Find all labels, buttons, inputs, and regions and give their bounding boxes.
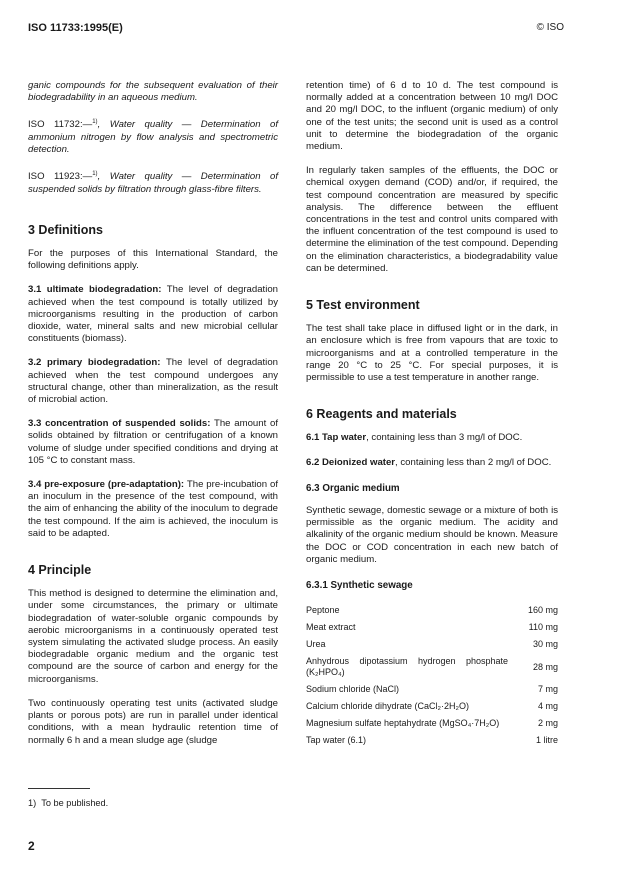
reference-iso-11923 bbox=[28, 168, 278, 196]
section-5-heading: 5 Test environment bbox=[306, 298, 420, 313]
standard-designation: ISO 11733:1995(E) bbox=[28, 22, 123, 34]
ingredient-name: Sodium chloride (NaCl) bbox=[306, 684, 400, 695]
definitions-intro: For the purposes of this International Standard, the following definitions apply. bbox=[28, 248, 278, 272]
ingredient-name: Meat extract bbox=[306, 622, 356, 633]
table-row bbox=[306, 602, 558, 619]
ingredient-name: Tap water (6.1) bbox=[306, 735, 367, 746]
definition-text: The pre-incubation of an inoculum in the presence of the test compound, with the aim of enhancing the ability of the inoculum to degrade the test compound. If the aim is achieved, the inoculum is said to be adapted. bbox=[28, 479, 278, 539]
reagent-6-2 bbox=[306, 457, 558, 469]
table-row bbox=[306, 732, 558, 749]
ingredient-amount: 30 mg bbox=[532, 639, 558, 650]
reagent-text: , containing less than 3 mg/l of DOC. bbox=[366, 432, 523, 444]
definition-term: 3.3 concentration of suspended solids: bbox=[28, 418, 211, 430]
reference-continuation: ganic compounds for the subsequent evaluation of their biodegradability in an aqueous medium. bbox=[28, 80, 278, 104]
reagent-text: , containing less than 2 mg/l of DOC. bbox=[395, 456, 552, 468]
section-4-heading: 4 Principle bbox=[28, 563, 92, 578]
ref-number: ISO 11923:— bbox=[28, 171, 93, 183]
reagent-term: 6.2 Deionized water bbox=[306, 456, 396, 468]
ingredient-amount: 4 mg bbox=[537, 701, 558, 712]
principle-paragraph-4: In regularly taken samples of the effluents, the DOC or chemical oxygen demand (COD) and/or, if required, the test compound concentration are measured by specific analysis. The difference between the effluent concentrations in the test and control units compared with the influent concentration of the test compound is used to determine the elimination of the test compound. Depending on the elimination characteristics, a biodegradability value can be determined. bbox=[306, 165, 558, 274]
definition-text: The level of degradation achieved when the test compound undergoes any structural change, other than mineralization, as the result of microbial action. bbox=[28, 357, 278, 406]
ingredient-amount: 2 mg bbox=[537, 718, 558, 729]
section-6-heading: 6 Reagents and materials bbox=[306, 407, 457, 422]
ref-footnote-mark: 1) bbox=[92, 119, 98, 126]
ingredient-amount: 7 mg bbox=[537, 684, 558, 695]
reference-iso-11732 bbox=[28, 116, 278, 156]
footnote bbox=[28, 798, 108, 808]
definition-3-3 bbox=[28, 418, 278, 467]
test-environment-text: The test shall take place in diffused light or in the dark, in an enclosure which is free from vapours that are toxic to microorganisms and at a controlled temperature in the range 20 °C to 25 °C. For special purposes, it is permissible to use a test temperature in another range. bbox=[306, 323, 558, 384]
definition-term: 3.4 pre-exposure (pre-adaptation): bbox=[28, 479, 185, 491]
table-row bbox=[306, 715, 558, 732]
ingredient-amount: 1 litre bbox=[535, 735, 558, 746]
ingredient-name: Urea bbox=[306, 639, 326, 650]
ingredient-name: Peptone bbox=[306, 605, 340, 616]
ingredient-name: Calcium chloride dihydrate (CaCl₂·2H₂O) bbox=[306, 701, 470, 712]
table-row bbox=[306, 619, 558, 636]
footnote-rule bbox=[28, 788, 90, 789]
definition-term: 3.1 ultimate biodegradation: bbox=[28, 284, 162, 296]
table-row bbox=[306, 681, 558, 698]
table-row bbox=[306, 698, 558, 715]
ref-footnote-mark: 1) bbox=[92, 171, 98, 178]
synthetic-sewage-table bbox=[306, 602, 558, 749]
ingredient-amount: 28 mg bbox=[532, 661, 558, 672]
left-column bbox=[28, 80, 278, 759]
ingredient-name: Anhydrous dipotassium hydrogen phosphate (K₂HPO₄) bbox=[306, 656, 508, 678]
page-number: 2 bbox=[28, 839, 35, 853]
footnote-text: To be published. bbox=[41, 798, 109, 808]
table-row bbox=[306, 653, 558, 681]
ref-number: ISO 11732:— bbox=[28, 119, 93, 131]
ingredient-amount: 160 mg bbox=[527, 605, 558, 616]
table-row bbox=[306, 636, 558, 653]
reagent-term: 6.1 Tap water bbox=[306, 432, 367, 444]
ref-title: , Water quality — Determination of ammonium nitrogen by flow analysis and spectrometric detection. bbox=[28, 119, 278, 155]
definition-text: The amount of solids obtained by filtration or centrifugation of a known volume of sludge under specified conditions and drying at 105 °C to constant mass. bbox=[28, 418, 278, 466]
definition-3-4 bbox=[28, 479, 278, 540]
reagent-6-1 bbox=[306, 432, 558, 444]
copyright-mark: © ISO bbox=[536, 22, 564, 33]
ref-title: , Water quality — Determination of suspended solids by filtration through glass-fibre filters. bbox=[28, 171, 278, 195]
ingredient-amount: 110 mg bbox=[528, 622, 558, 633]
organic-medium-text: Synthetic sewage, domestic sewage or a mixture of both is permissible as the organic medium. The acidity and alkalinity of the organic medium should be known. Measure the DOC or COD concentration in each new batch of organic medium. bbox=[306, 505, 558, 565]
definition-text: The level of degradation achieved when the test compound is totally utilized by microorganisms resulting in the production of carbon dioxide, water, mineral salts and new microbial cellular constituents (biomass). bbox=[28, 284, 278, 345]
definition-term: 3.2 primary biodegradation: bbox=[28, 357, 161, 369]
subsection-6-3-heading: 6.3 Organic medium bbox=[306, 482, 400, 494]
subsection-6-3-1-heading: 6.3.1 Synthetic sewage bbox=[306, 580, 413, 592]
right-column bbox=[306, 80, 558, 749]
footnote-mark: 1) bbox=[28, 798, 37, 808]
section-3-heading: 3 Definitions bbox=[28, 222, 104, 237]
definition-3-1 bbox=[28, 284, 278, 345]
principle-paragraph-2: Two continuously operating test units (activated sludge plants or porous pots) are run in parallel under identical conditions, with a mean hydraulic retention time of normally 6 h and a mean sludge age (sludge bbox=[28, 697, 278, 746]
definition-3-2 bbox=[28, 357, 278, 406]
ingredient-name: Magnesium sulfate heptahydrate (MgSO₄·7H₂O) bbox=[306, 718, 500, 729]
principle-paragraph-3: retention time) of 6 d to 10 d. The test compound is normally added at a concentration between 10 mg/l DOC and 20 mg/l DOC, to the influent (organic medium) of only one of the test units; the second unit is used as a control unit to determine the biodegradation of the organic medium. bbox=[306, 80, 558, 153]
principle-paragraph-1: This method is designed to determine the elimination and, under some circumstances, the primary or ultimate biodegradation of water-soluble organic compounds by aerobic microorganisms in a continuously operated test system simulating the activated sludge process. An easily biodegradable organic medium and the organic test compound are the source of carbon and energy for the microorganisms. bbox=[28, 588, 278, 685]
